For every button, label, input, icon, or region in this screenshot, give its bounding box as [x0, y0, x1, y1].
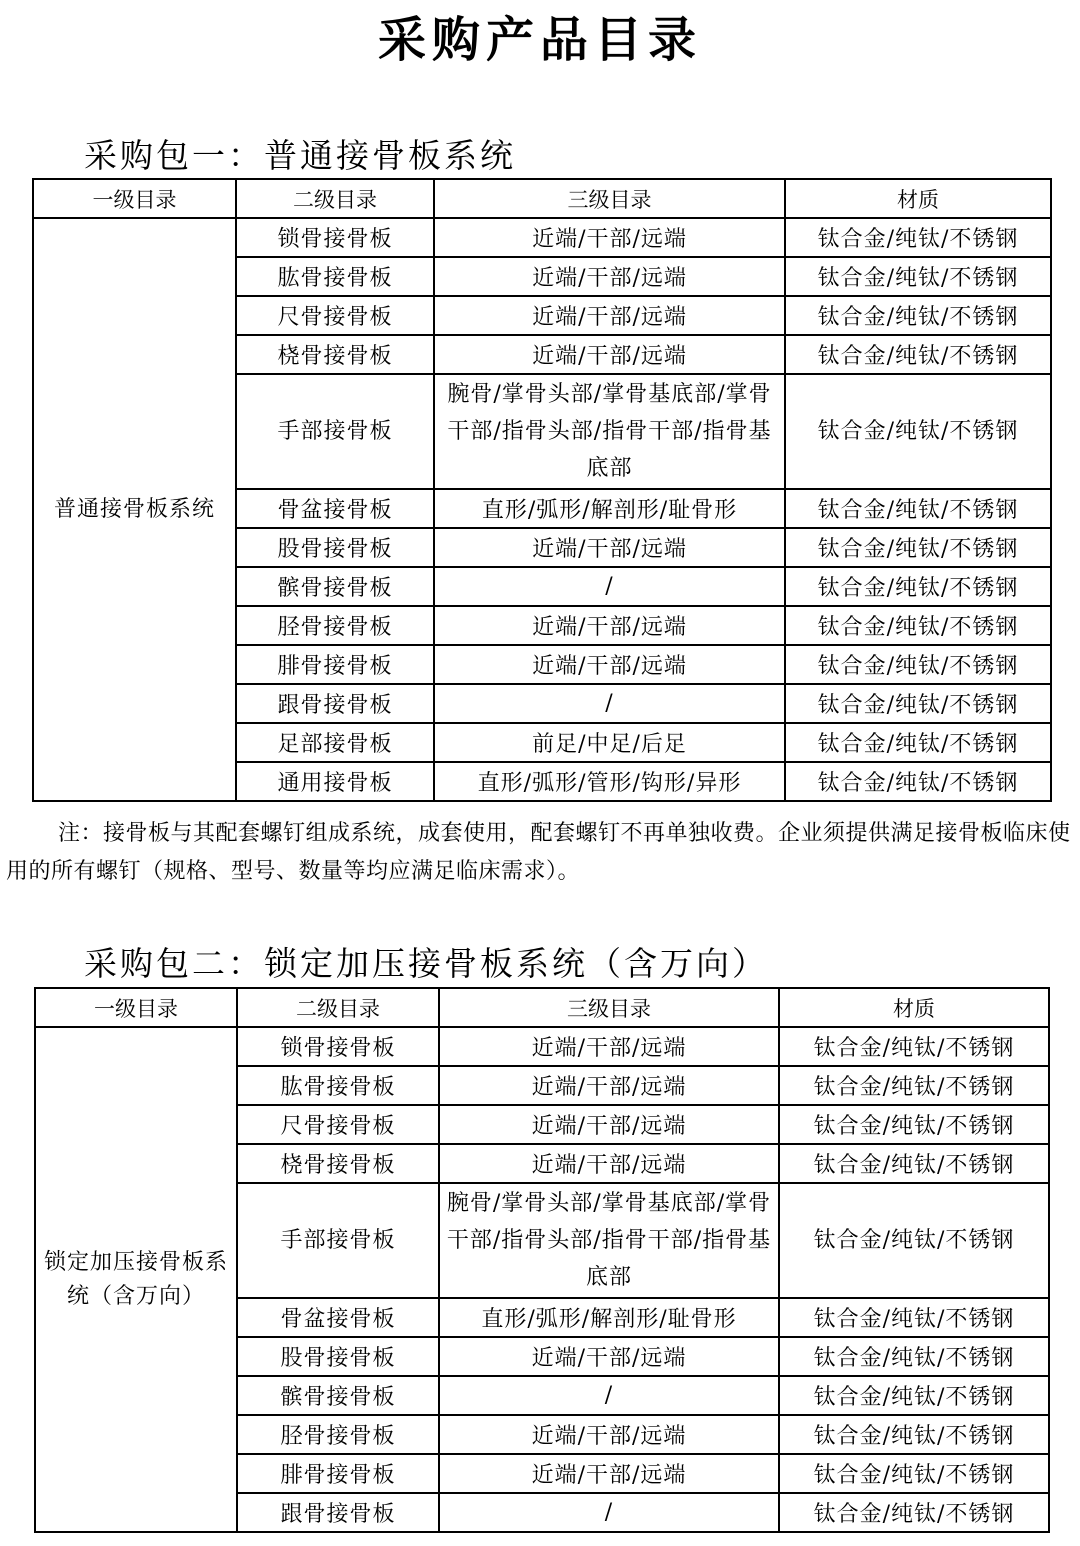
header-level3: 三级目录 — [434, 179, 785, 218]
level3-category-cell: 近端/干部/远端 — [434, 257, 785, 296]
level1-category-cell: 普通接骨板系统 — [33, 218, 236, 801]
level3-category-cell: 近端/干部/远端 — [434, 528, 785, 567]
level2-category-cell: 腓骨接骨板 — [237, 1454, 439, 1493]
level2-category-cell: 锁骨接骨板 — [236, 218, 434, 257]
material-cell: 钛合金/纯钛/不锈钢 — [785, 684, 1051, 723]
level2-category-cell: 桡骨接骨板 — [237, 1144, 439, 1183]
material-cell: 钛合金/纯钛/不锈钢 — [785, 606, 1051, 645]
level2-category-cell: 锁骨接骨板 — [237, 1027, 439, 1066]
package1-title: 采购包一：普通接骨板系统 — [84, 136, 516, 175]
material-cell: 钛合金/纯钛/不锈钢 — [785, 374, 1051, 489]
material-cell: 钛合金/纯钛/不锈钢 — [779, 1066, 1049, 1105]
level3-category-cell: / — [439, 1493, 779, 1532]
level2-category-cell: 髌骨接骨板 — [237, 1376, 439, 1415]
level2-category-cell: 跟骨接骨板 — [237, 1493, 439, 1532]
level3-category-cell: / — [434, 567, 785, 606]
level2-category-cell: 股骨接骨板 — [237, 1337, 439, 1376]
level2-category-cell: 腓骨接骨板 — [236, 645, 434, 684]
table-row — [33, 218, 1051, 257]
header-level3: 三级目录 — [439, 988, 779, 1027]
level2-category-cell: 胫骨接骨板 — [237, 1415, 439, 1454]
level3-category-cell: 直形/弧形/解剖形/耻骨形 — [439, 1298, 779, 1337]
material-cell: 钛合金/纯钛/不锈钢 — [785, 528, 1051, 567]
level3-category-cell: 近端/干部/远端 — [434, 296, 785, 335]
material-cell: 钛合金/纯钛/不锈钢 — [779, 1454, 1049, 1493]
material-cell: 钛合金/纯钛/不锈钢 — [779, 1376, 1049, 1415]
header-material: 材质 — [779, 988, 1049, 1027]
level2-category-cell: 肱骨接骨板 — [236, 257, 434, 296]
material-cell: 钛合金/纯钛/不锈钢 — [779, 1144, 1049, 1183]
material-cell: 钛合金/纯钛/不锈钢 — [779, 1183, 1049, 1298]
level2-category-cell: 尺骨接骨板 — [236, 296, 434, 335]
material-cell: 钛合金/纯钛/不锈钢 — [785, 489, 1051, 528]
level2-category-cell: 股骨接骨板 — [236, 528, 434, 567]
level3-category-cell: 前足/中足/后足 — [434, 723, 785, 762]
level2-category-cell: 胫骨接骨板 — [236, 606, 434, 645]
table-row — [35, 1027, 1049, 1066]
level1-category-cell: 锁定加压接骨板系统（含万向） — [35, 1027, 237, 1532]
level3-category-cell: 近端/干部/远端 — [439, 1454, 779, 1493]
material-cell: 钛合金/纯钛/不锈钢 — [785, 296, 1051, 335]
level2-category-cell: 手部接骨板 — [237, 1183, 439, 1298]
header-material: 材质 — [785, 179, 1051, 218]
package2-title: 采购包二：锁定加压接骨板系统（含万向） — [84, 944, 768, 983]
material-cell: 钛合金/纯钛/不锈钢 — [785, 762, 1051, 801]
package2-table — [34, 987, 1050, 1533]
material-cell: 钛合金/纯钛/不锈钢 — [779, 1105, 1049, 1144]
level2-category-cell: 跟骨接骨板 — [236, 684, 434, 723]
level3-category-cell: 近端/干部/远端 — [439, 1027, 779, 1066]
level3-category-cell: / — [434, 684, 785, 723]
level2-category-cell: 桡骨接骨板 — [236, 335, 434, 374]
level3-category-cell: 直形/弧形/解剖形/耻骨形 — [434, 489, 785, 528]
level2-category-cell: 肱骨接骨板 — [237, 1066, 439, 1105]
material-cell: 钛合金/纯钛/不锈钢 — [785, 723, 1051, 762]
table-header-row — [33, 179, 1051, 218]
level2-category-cell: 骨盆接骨板 — [237, 1298, 439, 1337]
level2-category-cell: 通用接骨板 — [236, 762, 434, 801]
material-cell: 钛合金/纯钛/不锈钢 — [779, 1415, 1049, 1454]
level3-category-cell: / — [439, 1376, 779, 1415]
level2-category-cell: 骨盆接骨板 — [236, 489, 434, 528]
level2-category-cell: 手部接骨板 — [236, 374, 434, 489]
header-level1: 一级目录 — [33, 179, 236, 218]
material-cell: 钛合金/纯钛/不锈钢 — [785, 218, 1051, 257]
material-cell: 钛合金/纯钛/不锈钢 — [785, 645, 1051, 684]
level2-category-cell: 髌骨接骨板 — [236, 567, 434, 606]
package1-note: 注：接骨板与其配套螺钉组成系统，成套使用，配套螺钉不再单独收费。企业须提供满足接骨板临床使用的所有螺钉（规格、型号、数量等均应满足临床需求）。 — [6, 821, 1071, 884]
level2-category-cell: 足部接骨板 — [236, 723, 434, 762]
level3-category-cell: 近端/干部/远端 — [434, 606, 785, 645]
level3-category-cell: 近端/干部/远端 — [439, 1415, 779, 1454]
material-cell: 钛合金/纯钛/不锈钢 — [779, 1027, 1049, 1066]
page-title: 采购产品目录 — [377, 12, 702, 68]
level3-category-cell: 近端/干部/远端 — [439, 1144, 779, 1183]
level3-category-cell: 近端/干部/远端 — [439, 1066, 779, 1105]
level3-category-cell: 近端/干部/远端 — [439, 1337, 779, 1376]
package1-table — [32, 178, 1052, 802]
level3-category-cell: 近端/干部/远端 — [439, 1105, 779, 1144]
level3-category-cell: 近端/干部/远端 — [434, 645, 785, 684]
material-cell: 钛合金/纯钛/不锈钢 — [779, 1298, 1049, 1337]
header-level2: 二级目录 — [236, 179, 434, 218]
level3-category-cell: 腕骨/掌骨头部/掌骨基底部/掌骨干部/指骨头部/指骨干部/指骨基底部 — [439, 1183, 779, 1298]
material-cell: 钛合金/纯钛/不锈钢 — [779, 1493, 1049, 1532]
material-cell: 钛合金/纯钛/不锈钢 — [785, 567, 1051, 606]
material-cell: 钛合金/纯钛/不锈钢 — [779, 1337, 1049, 1376]
material-cell: 钛合金/纯钛/不锈钢 — [785, 335, 1051, 374]
level3-category-cell: 近端/干部/远端 — [434, 218, 785, 257]
level3-category-cell: 腕骨/掌骨头部/掌骨基底部/掌骨干部/指骨头部/指骨干部/指骨基底部 — [434, 374, 785, 489]
level3-category-cell: 直形/弧形/管形/钩形/异形 — [434, 762, 785, 801]
header-level1: 一级目录 — [35, 988, 237, 1027]
level2-category-cell: 尺骨接骨板 — [237, 1105, 439, 1144]
table-header-row — [35, 988, 1049, 1027]
level3-category-cell: 近端/干部/远端 — [434, 335, 785, 374]
header-level2: 二级目录 — [237, 988, 439, 1027]
material-cell: 钛合金/纯钛/不锈钢 — [785, 257, 1051, 296]
